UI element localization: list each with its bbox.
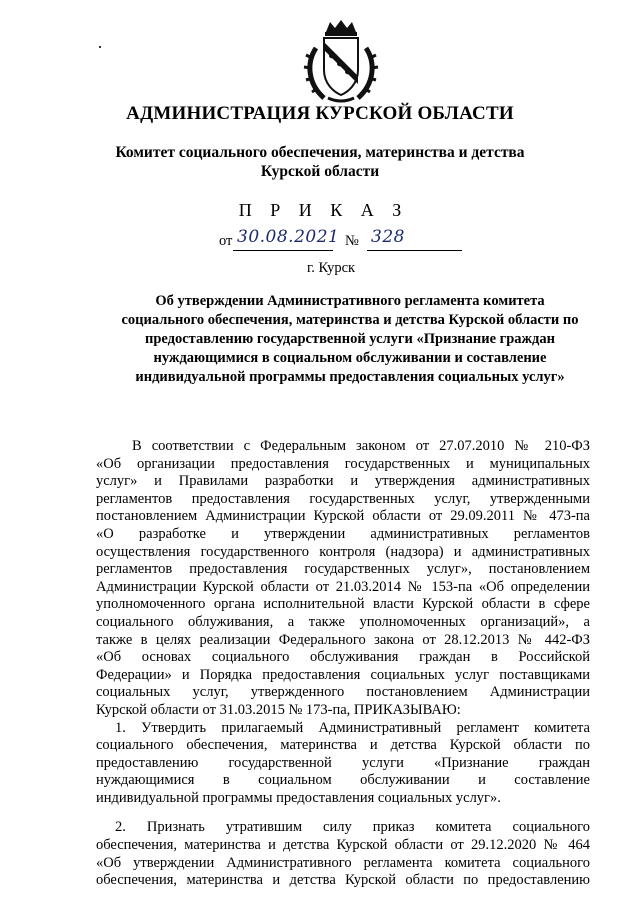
committee-line: Курской области bbox=[260, 163, 380, 180]
text-line: В соответствии с Федеральным законом от 27.07.2010 № 210-ФЗ bbox=[132, 438, 590, 454]
text-line: 2. Признать утратившим силу приказ комитета социального bbox=[115, 819, 590, 836]
text-line: Администрации Курской области от 21.03.2014 № 153-па «Об определении bbox=[96, 578, 590, 595]
number-prefix: № bbox=[345, 233, 359, 249]
text-line: услуг» и Правилами разработки и утверждения административных bbox=[96, 473, 590, 490]
order-number-handwritten: 328 bbox=[371, 227, 405, 247]
order-number-field bbox=[367, 228, 462, 251]
date-prefix: от bbox=[219, 233, 233, 249]
text-line: «Об организации предоставления государственных и муниципальных bbox=[96, 455, 590, 472]
text-line: «О разработке и утверждении административных регламентов bbox=[96, 525, 590, 542]
text-line: обеспечения, материнства и детства Курской области от 29.12.2020 № 464 bbox=[96, 837, 590, 854]
authority-name: АДМИНИСТРАЦИЯ КУРСКОЙ ОБЛАСТИ bbox=[126, 103, 514, 124]
text-line: социального обеспечения, материнства и детства Курской области по bbox=[96, 737, 590, 754]
text-line: нуждающимися в социальном обслуживании и составление bbox=[96, 772, 590, 789]
text-line: 1. Утвердить прилагаемый Административный регламент комитета bbox=[115, 719, 590, 736]
scan-mark bbox=[99, 46, 101, 48]
text-line: предоставлению государственной услуги «Признание граждан bbox=[96, 754, 590, 771]
text-line: социального облуживания, а также уполномоченных организаций», а bbox=[96, 613, 590, 630]
paragraph-gap bbox=[96, 807, 590, 819]
order-item-2 bbox=[96, 819, 590, 889]
subject-line: индивидуальной программы предоставления социальных услуг» bbox=[135, 369, 565, 385]
text-line: регламентов предоставления государственных услуг», постановлением bbox=[96, 561, 590, 578]
text-line: Курской области от 31.03.2015 № 173-па, ПРИКАЗЫВАЮ: bbox=[96, 701, 461, 718]
text-line: Федерации» и Порядка предоставления социальных услуг поставщиками bbox=[96, 666, 590, 683]
text-line: «Об основах социального обслуживания граждан в Российской bbox=[96, 649, 590, 666]
order-date-number-line bbox=[219, 228, 469, 254]
order-subject bbox=[110, 292, 590, 387]
text-line: уполномоченного органа исполнительной власти Курской области в сфере bbox=[96, 596, 590, 613]
order-body bbox=[96, 438, 590, 890]
subject-line: предоставлению государственной услуги «Признание граждан bbox=[144, 331, 555, 347]
text-line: осуществления государственного контроля (надзора) и административных bbox=[96, 543, 590, 560]
subject-line: нуждающимися в социальном обслуживании и составление bbox=[153, 350, 547, 366]
subject-line: социального обеспечения, материнства и детства Курской области по bbox=[121, 312, 579, 328]
subject-line: Об утверждении Административного регламента комитета bbox=[155, 293, 545, 309]
order-city: г. Курск bbox=[306, 260, 356, 276]
order-item-1 bbox=[96, 720, 590, 808]
committee-line: Комитет социального обеспечения, материнства и детства bbox=[115, 144, 525, 161]
text-line: индивидуальной программы предоставления социальных услуг». bbox=[96, 789, 501, 806]
text-line: постановлением Администрации Курской области от 29.09.2011 № 473-па bbox=[96, 508, 590, 525]
order-date-field bbox=[233, 227, 340, 251]
text-line: «Об утверждении Административного регламента комитета социального bbox=[96, 854, 590, 871]
coat-of-arms-emblem bbox=[302, 18, 380, 104]
preamble-paragraph bbox=[96, 438, 590, 720]
text-line: также в целях реализации Федерального закона от 28.12.2013 № 442-ФЗ bbox=[96, 631, 590, 648]
text-line: регламентов предоставления государственных услуг, утвержденными bbox=[96, 490, 590, 507]
order-title: П Р И К А З bbox=[238, 200, 409, 220]
committee-name bbox=[0, 143, 640, 181]
order-date-handwritten: 30.08.2021 bbox=[237, 227, 340, 247]
text-line: социальных услуг, утвержденного постановлением Администрации bbox=[96, 684, 590, 701]
text-line: обеспечения, материнства и детства Курской области по предоставлению bbox=[96, 872, 590, 889]
